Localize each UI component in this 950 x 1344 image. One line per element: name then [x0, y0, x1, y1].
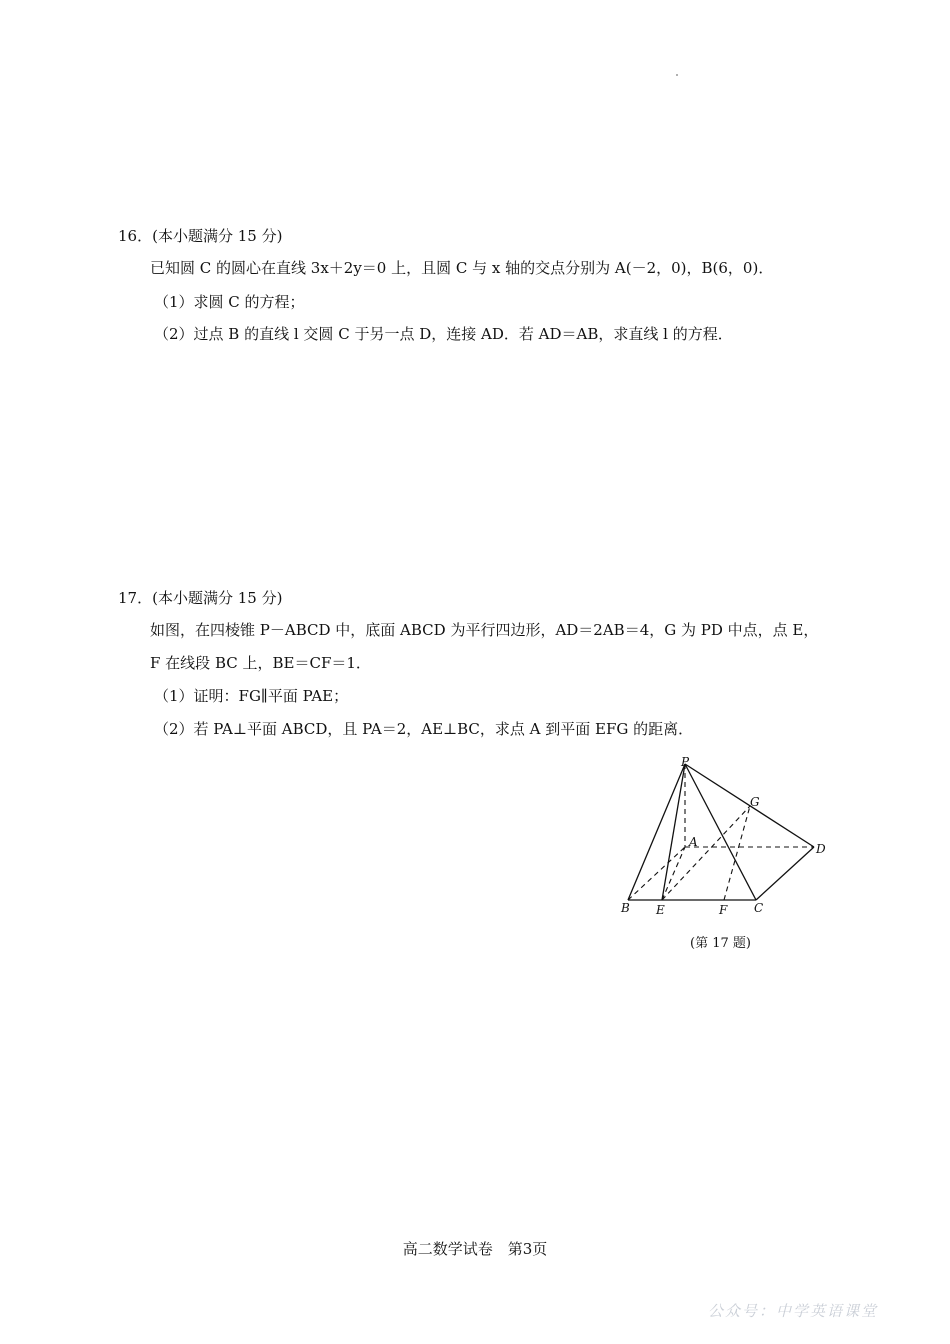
edge-PB	[628, 764, 685, 900]
q17-part2: （2）若 PA⊥平面 ABCD，且 PA＝2，AE⊥BC，求点 A 到平面 EFG 的距离．	[154, 720, 694, 738]
watermark: 公众号：中学英语课堂	[707, 1302, 878, 1320]
label-C: C	[754, 901, 764, 915]
q17-stem-line2: F 在线段 BC 上，BE＝CF＝1．	[150, 654, 371, 672]
edge-AB	[628, 847, 685, 900]
label-E: E	[656, 903, 665, 917]
label-P: P	[681, 755, 690, 769]
label-D: D	[816, 842, 826, 856]
edge-PC	[685, 764, 756, 900]
q16-part2: （2）过点 B 的直线 l 交圆 C 于另一点 D，连接 AD．若 AD＝AB，求直线 l 的方程．	[154, 325, 733, 343]
label-G: G	[750, 795, 760, 809]
page-footer: 高二数学试卷 第3页	[402, 1240, 548, 1258]
pyramid-figure	[610, 750, 840, 925]
label-B: B	[621, 901, 630, 915]
q16-header: 16．(本小题满分 15 分)	[118, 227, 283, 245]
q17-header: 17．(本小题满分 15 分)	[118, 589, 283, 607]
label-A: A	[689, 835, 698, 849]
label-F: F	[719, 903, 728, 917]
q16-stem: 已知圆 C 的圆心在直线 3x＋2y＝0 上，且圆 C 与 x 轴的交点分别为 A(－2，0)，B(6，0)．	[150, 259, 774, 277]
q16-part1: （1）求圆 C 的方程；	[154, 293, 305, 311]
edge-CD	[756, 847, 814, 900]
figure-caption: (第 17 题)	[690, 936, 751, 951]
edge-AE	[662, 847, 685, 900]
scan-dot	[676, 74, 678, 76]
q17-stem-line1: 如图，在四棱锥 P－ABCD 中，底面 ABCD 为平行四边形，AD＝2AB＝4，G 为 PD 中点，点 E，	[150, 621, 819, 639]
q17-part1: （1）证明：FG∥平面 PAE；	[154, 687, 349, 705]
